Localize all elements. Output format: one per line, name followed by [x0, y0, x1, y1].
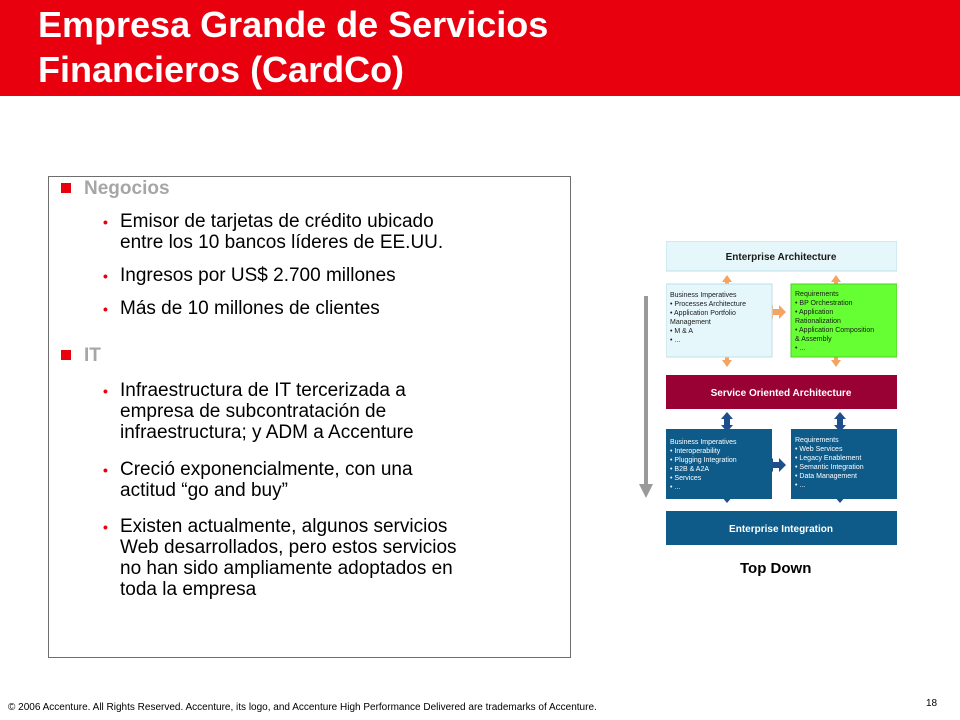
section-heading-negocios: Negocios	[84, 178, 170, 199]
bullet-line: Creció exponencialmente, con una	[120, 459, 413, 480]
bullet-text	[120, 380, 414, 443]
bullet-line: infraestructura; y ADM a Accenture	[120, 422, 414, 443]
bullet-text	[120, 265, 396, 286]
enterprise-architecture-label: Enterprise Architecture	[725, 252, 837, 263]
soa-label: Service Oriented Architecture	[710, 388, 852, 399]
diagram-caption: Top Down	[740, 560, 812, 577]
bullet-line: Web desarrollados, pero estos servicios	[120, 537, 457, 558]
top-right-text: Requirements • BP Orchestration • Application Rationalization • Application Composition & Assembly • ...	[795, 291, 875, 352]
slide-title	[38, 2, 918, 92]
section-square-bullet	[61, 350, 71, 360]
top-left-text: Business Imperatives • Processes Architecture • Application Portfolio Management • M & A • ...	[670, 292, 746, 344]
bottom-left-text: Business Imperatives • Interoperability • Plugging Integration • B2B & A2A • Services • ...	[670, 439, 737, 491]
bullet-text	[120, 211, 443, 253]
page-number: 18	[926, 698, 938, 709]
top-down-arrow-icon	[636, 296, 656, 501]
bullet-dot: •	[103, 383, 108, 399]
bullet-line: no han sido ampliamente adoptados en	[120, 558, 453, 579]
bullet-line: Infraestructura de IT tercerizada a	[120, 380, 406, 401]
bullet-dot: •	[103, 519, 108, 535]
bullet-text	[120, 459, 413, 501]
section-heading-it: IT	[84, 345, 101, 366]
footer-copyright: © 2006 Accenture. All Rights Reserved. Accenture, its logo, and Accenture High Performance Delivered are trademarks of Accenture.	[8, 702, 597, 713]
bullet-line: Existen actualmente, algunos servicios	[120, 516, 448, 537]
section-square-bullet	[61, 183, 71, 193]
bullet-text	[120, 516, 457, 600]
bullet-line: actitud “go and buy”	[120, 480, 288, 501]
bullet-line: Más de 10 millones de clientes	[120, 298, 380, 319]
bullet-text	[120, 298, 380, 319]
bullet-dot: •	[103, 268, 108, 284]
bullet-line: empresa de subcontratación de	[120, 401, 387, 422]
enterprise-integration-label: Enterprise Integration	[729, 524, 833, 535]
bottom-right-text: Requirements • Web Services • Legacy Enablement • Semantic Integration • Data Management • ...	[795, 437, 864, 489]
bullet-line: Emisor de tarjetas de crédito ubicado	[120, 211, 434, 232]
bullet-line: toda la empresa	[120, 579, 257, 600]
architecture-diagram	[666, 241, 897, 546]
bullet-dot: •	[103, 214, 108, 230]
bullet-line: entre los 10 bancos líderes de EE.UU.	[120, 232, 444, 253]
slide-title-line-1: Empresa Grande de Servicios	[38, 4, 549, 45]
bullet-dot: •	[103, 462, 108, 478]
slide-title-line-2: Financieros (CardCo)	[38, 49, 405, 90]
bullet-line: Ingresos por US$ 2.700 millones	[120, 265, 396, 286]
arrow-down-left	[722, 356, 732, 367]
bullet-dot: •	[103, 301, 108, 317]
arrow-down-right	[831, 356, 841, 367]
